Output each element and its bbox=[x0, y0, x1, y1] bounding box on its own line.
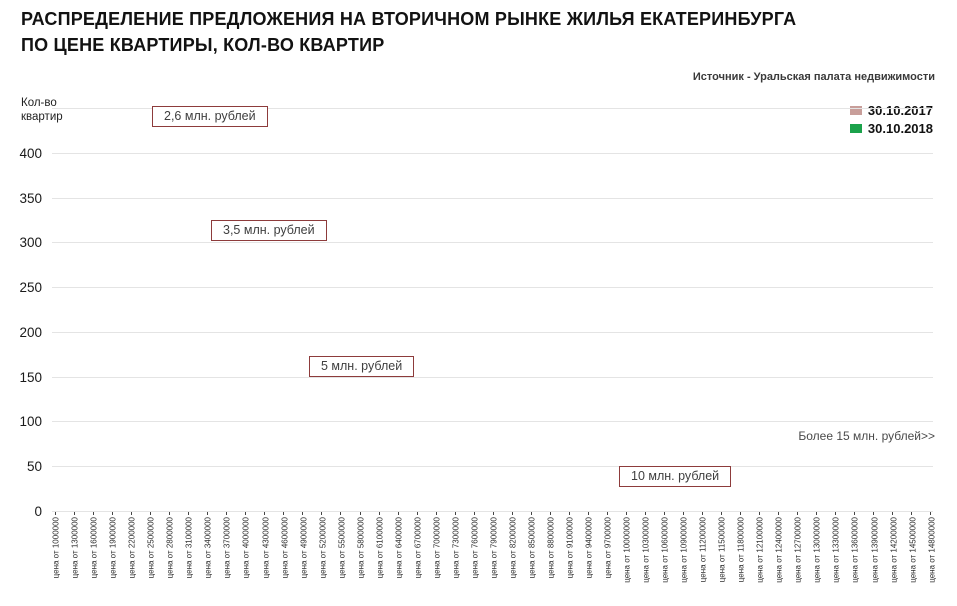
x-tick bbox=[683, 512, 684, 515]
x-tick-label: цена от 3700000 bbox=[223, 517, 233, 579]
x-tick bbox=[379, 512, 380, 515]
x-tick-label: цена от 6100000 bbox=[375, 517, 385, 579]
x-tick bbox=[740, 512, 741, 515]
x-tick bbox=[207, 512, 208, 515]
x-tick bbox=[626, 512, 627, 515]
x-tick bbox=[112, 512, 113, 515]
x-tick bbox=[721, 512, 722, 515]
price-callout-1: 2,6 млн. рублей bbox=[152, 106, 268, 127]
y-tick-label-50: 50 bbox=[26, 459, 42, 475]
x-tick bbox=[398, 512, 399, 515]
x-tick bbox=[169, 512, 170, 515]
x-tick bbox=[321, 512, 322, 515]
x-tick-label: цена от 13300000 bbox=[832, 517, 842, 583]
y-tick-label-0: 0 bbox=[34, 504, 42, 519]
x-tick-label: цена от 2800000 bbox=[165, 517, 175, 579]
more-than-15mln-link[interactable]: Более 15 млн. рублей>> bbox=[798, 429, 935, 443]
y-tick-label-100: 100 bbox=[19, 414, 42, 430]
legend-label-2017: 30.10.2017 bbox=[867, 103, 933, 118]
source-note: Источник - Уральская палата недвижимости bbox=[692, 71, 935, 83]
x-tick-label: цена от 14200000 bbox=[889, 517, 899, 583]
x-tick bbox=[245, 512, 246, 515]
x-tick bbox=[226, 512, 227, 515]
x-tick bbox=[835, 512, 836, 515]
x-tick bbox=[702, 512, 703, 515]
x-tick bbox=[607, 512, 608, 515]
x-tick bbox=[645, 512, 646, 515]
x-tick bbox=[569, 512, 570, 515]
price-callout-3: 5 млн. рублей bbox=[309, 356, 414, 377]
x-tick-label: цена от 9400000 bbox=[584, 517, 594, 579]
x-tick-label: цена от 7300000 bbox=[451, 517, 461, 579]
y-tick-label-200: 200 bbox=[19, 324, 42, 340]
y-tick-label-300: 300 bbox=[19, 235, 42, 251]
y-axis-tick-labels bbox=[0, 108, 46, 519]
x-tick-label: цена от 14800000 bbox=[927, 517, 937, 583]
x-tick bbox=[588, 512, 589, 515]
x-tick-label: цена от 6400000 bbox=[394, 517, 404, 579]
x-tick-label: цена от 4900000 bbox=[299, 517, 309, 579]
x-tick bbox=[930, 512, 931, 515]
plot-area bbox=[52, 108, 933, 512]
y-tick-label-150: 150 bbox=[19, 369, 42, 385]
x-tick-label: цена от 13000000 bbox=[813, 517, 823, 583]
x-tick-label: цена от 5800000 bbox=[356, 517, 366, 579]
x-tick-label: цена от 11200000 bbox=[698, 517, 708, 583]
x-tick-label: цена от 7600000 bbox=[470, 517, 480, 579]
chart-title bbox=[21, 6, 921, 58]
x-tick bbox=[74, 512, 75, 515]
x-tick-label: цена от 4000000 bbox=[242, 517, 252, 579]
y-axis-title-line2: квартир bbox=[21, 111, 63, 123]
x-tick-label: цена от 6700000 bbox=[413, 517, 423, 579]
x-tick-label: цена от 14500000 bbox=[908, 517, 918, 583]
x-tick-label: цена от 8200000 bbox=[508, 517, 518, 579]
x-tick bbox=[493, 512, 494, 515]
x-tick-label: цена от 10000000 bbox=[622, 517, 632, 583]
x-tick-label: цена от 5200000 bbox=[318, 517, 328, 579]
x-tick-label: цена от 7000000 bbox=[432, 517, 442, 579]
x-tick bbox=[93, 512, 94, 515]
x-tick bbox=[816, 512, 817, 515]
x-tick-label: цена от 2500000 bbox=[146, 517, 156, 579]
x-tick bbox=[664, 512, 665, 515]
x-tick-label: цена от 11800000 bbox=[736, 517, 746, 583]
x-tick-label: цена от 13900000 bbox=[870, 517, 880, 583]
x-tick bbox=[892, 512, 893, 515]
x-axis-tick-labels bbox=[51, 512, 937, 604]
x-tick-label: цена от 10600000 bbox=[660, 517, 670, 583]
x-tick bbox=[436, 512, 437, 515]
x-tick-label: цена от 10300000 bbox=[641, 517, 651, 583]
y-tick-label-250: 250 bbox=[19, 280, 42, 296]
x-tick bbox=[550, 512, 551, 515]
x-tick bbox=[360, 512, 361, 515]
x-tick-label: цена от 8800000 bbox=[546, 517, 556, 579]
x-tick-label: цена от 4300000 bbox=[261, 517, 271, 579]
x-tick bbox=[797, 512, 798, 515]
y-tick-label-400: 400 bbox=[19, 145, 42, 161]
x-tick bbox=[873, 512, 874, 515]
x-tick-label: цена от 1000000 bbox=[51, 517, 61, 579]
x-tick bbox=[150, 512, 151, 515]
x-tick-label: цена от 7900000 bbox=[489, 517, 499, 579]
x-tick-label: цена от 12700000 bbox=[793, 517, 803, 583]
x-tick-label: цена от 9100000 bbox=[565, 517, 575, 579]
x-tick bbox=[340, 512, 341, 515]
x-tick-label: цена от 5500000 bbox=[337, 517, 347, 579]
x-tick-label: цена от 12100000 bbox=[755, 517, 765, 583]
x-tick bbox=[302, 512, 303, 515]
x-tick-label: цена от 1600000 bbox=[89, 517, 99, 579]
x-tick bbox=[283, 512, 284, 515]
chart-title-line1: РАСПРЕДЕЛЕНИЕ ПРЕДЛОЖЕНИЯ НА ВТОРИЧНОМ РЫНКЕ ЖИЛЬЯ ЕКАТЕРИНБУРГА bbox=[21, 9, 797, 29]
x-tick-label: цена от 3400000 bbox=[204, 517, 214, 579]
x-tick bbox=[474, 512, 475, 515]
x-tick bbox=[55, 512, 56, 515]
bar-series bbox=[54, 109, 932, 512]
x-tick-label: цена от 13600000 bbox=[851, 517, 861, 583]
x-tick bbox=[759, 512, 760, 515]
x-tick-label: цена от 11500000 bbox=[717, 517, 727, 583]
x-tick bbox=[455, 512, 456, 515]
price-callout-4: 10 млн. рублей bbox=[619, 466, 731, 487]
x-tick-label: цена от 12400000 bbox=[774, 517, 784, 583]
y-axis-title-line1: Кол-во bbox=[21, 97, 57, 109]
x-tick bbox=[131, 512, 132, 515]
x-tick-label: цена от 4600000 bbox=[280, 517, 290, 579]
x-tick-label: цена от 1300000 bbox=[70, 517, 80, 579]
x-tick-label: цена от 2200000 bbox=[127, 517, 137, 579]
x-tick bbox=[264, 512, 265, 515]
y-tick-label-350: 350 bbox=[19, 190, 42, 206]
x-tick-label: цена от 10900000 bbox=[679, 517, 689, 583]
x-tick bbox=[512, 512, 513, 515]
x-tick-label: цена от 8500000 bbox=[527, 517, 537, 579]
x-slot bbox=[929, 512, 935, 604]
x-tick bbox=[854, 512, 855, 515]
price-callout-2: 3,5 млн. рублей bbox=[211, 220, 327, 241]
legend-label-2018: 30.10.2018 bbox=[867, 121, 933, 136]
x-tick bbox=[778, 512, 779, 515]
x-tick bbox=[417, 512, 418, 515]
x-tick bbox=[188, 512, 189, 515]
x-tick-label: цена от 1900000 bbox=[108, 517, 118, 579]
x-tick-label: цена от 3100000 bbox=[184, 517, 194, 579]
chart-title-line2: ПО ЦЕНЕ КВАРТИРЫ, КОЛ-ВО КВАРТИР bbox=[21, 35, 385, 55]
x-tick bbox=[531, 512, 532, 515]
x-tick bbox=[911, 512, 912, 515]
x-tick-label: цена от 9700000 bbox=[603, 517, 613, 579]
